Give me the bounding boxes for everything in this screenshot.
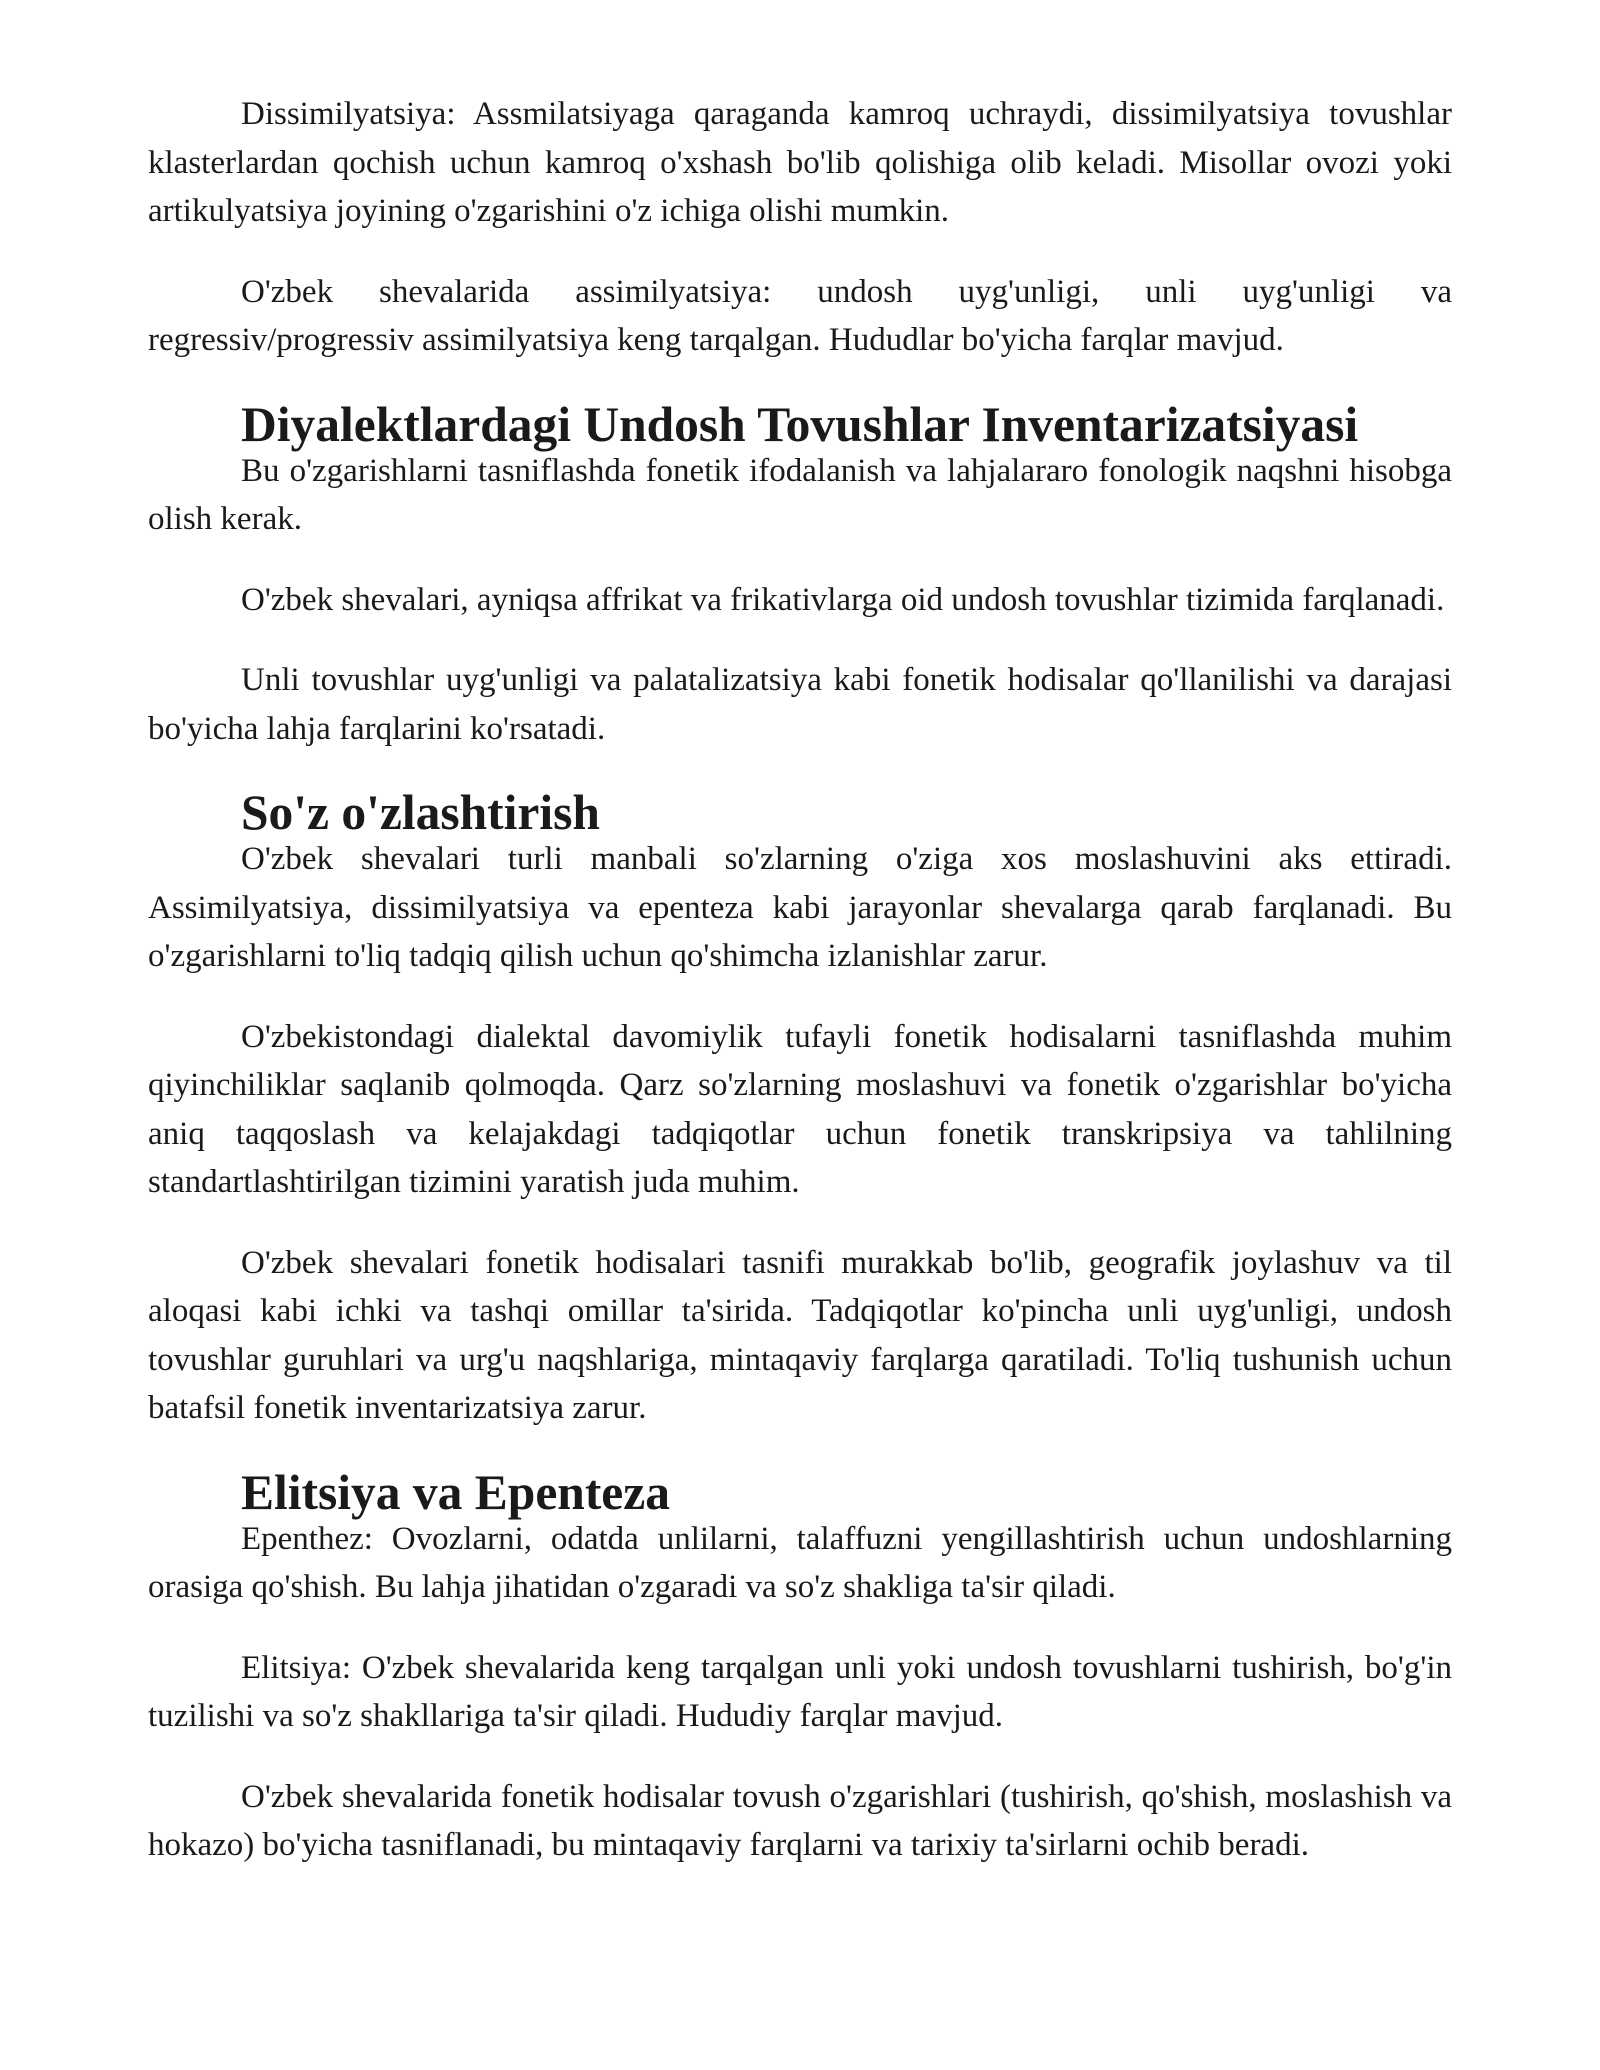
paragraph-vowel-harmony: Unli tovushlar uyg'unligi va palatalizatsiya kabi fonetik hodisalar qo'llanilishi va darajasi bo'yicha lahja farqlarini ko'rsatadi. <box>148 662 1452 747</box>
paragraph-consonant-system: O'zbek shevalari, ayniqsa affrikat va frikativlarga oid undosh tovushlar tizimida farqlanadi. <box>241 581 1445 618</box>
section-heading-borrowing: So'z o'zlashtirish <box>241 785 600 840</box>
paragraph-classification-complexity: O'zbek shevalari fonetik hodisalari tasnifi murakkab bo'lib, geografik joylashuv va til aloqasi kabi ichki va tashqi omillar ta'sirida. Tadqiqotlar ko'pincha unli uyg'unligi, undosh tovushlar guruhlari va urg'u naqshlariga, mintaqaviy farqlarga qaratiladi. To'liq tushunish uchun batafsil fonetik inventarizatsiya zarur. <box>148 1244 1452 1426</box>
section-heading-consonant-inventory: Diyalektlardagi Undosh Tovushlar Inventarizatsiyasi <box>241 396 1359 452</box>
paragraph-sound-changes: O'zbek shevalarida fonetik hodisalar tovush o'zgarishlari (tushirish, qo'shish, moslashish va hokazo) bo'yicha tasniflanadi, bu mintaqaviy farqlarni va tarixiy ta'sirlarni ochib beradi. <box>148 1778 1452 1863</box>
paragraph-elision: Elitsiya: O'zbek shevalarida keng tarqalgan unli yoki undosh tovushlarni tushirish, bo'g'in tuzilishi va so'z shakllariga ta'sir qiladi. Hududiy farqlar mavjud. <box>148 1649 1452 1734</box>
paragraph-epenthesis: Epenthez: Ovozlarni, odatda unlilarni, talaffuzni yengillashtirish uchun undoshlarning orasiga qo'shish. Bu lahja jihatidan o'zgaradi va so'z shakliga ta'sir qiladi. <box>148 1520 1452 1605</box>
paragraph-word-adaptation: O'zbek shevalari turli manbali so'zlarning o'ziga xos moslashuvini aks ettiradi. Assimilyatsiya, dissimilyatsiya va epenteza kabi jarayonlar shevalarga qarab farqlanadi. Bu o'zgarishlarni to'liq tadqiq qilish uchun qo'shimcha izlanishlar zarur. <box>148 841 1452 974</box>
paragraph-dissimilation: Dissimilyatsiya: Assmilatsiyaga qaraganda kamroq uchraydi, dissimilyatsiya tovushlar klasterlardan qochish uchun kamroq o'xshash bo'lib qolishiga olib keladi. Misollar ovozi yoki artikulyatsiya joyining o'zgarishini o'z ichiga olishi mumkin. <box>148 96 1452 229</box>
paragraph-classification: Bu o'zgarishlarni tasniflashda fonetik ifodalanish va lahjalararo fonologik naqshni hisobga olish kerak. <box>148 452 1452 537</box>
section-heading-elision-epenthesis: Elitsiya va Epenteza <box>241 1464 670 1520</box>
paragraph-dialect-continuum: O'zbekistondagi dialektal davomiylik tufayli fonetik hodisalarni tasniflashda muhim qiyinchiliklar saqlanib qolmoqda. Qarz so'zlarning moslashuvi va fonetik o'zgarishlar bo'yicha aniq taqqoslash va kelajakdagi tadqiqotlar uchun fonetik transkripsiya va tahlilning standartlashtirilgan tizimini yaratish juda muhim. <box>148 1018 1452 1200</box>
paragraph-assimilation: O'zbek shevalarida assimilyatsiya: undosh uyg'unligi, unli uyg'unligi va regressiv/progressiv assimilyatsiya keng tarqalgan. Hududlar bo'yicha farqlar mavjud. <box>148 273 1452 358</box>
